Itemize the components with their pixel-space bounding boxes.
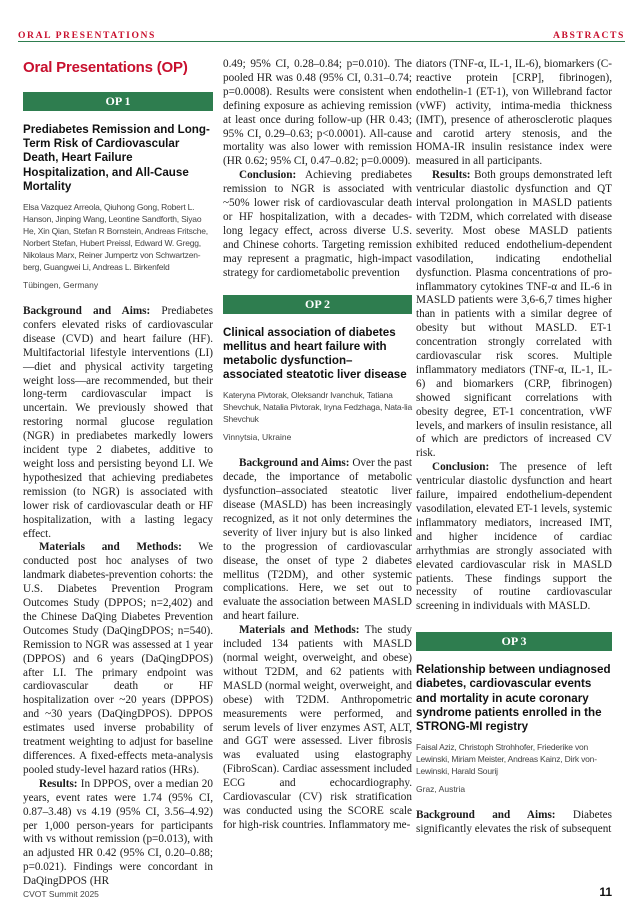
op2-background-heading: Background and Aims: xyxy=(239,457,350,470)
op1-results-text: In DPPOS, over a median 20 years, event rates were 1.74 (95% CI, 0.87–3.48) vs 4.19 (95% CI, 3.56–4.92) per 1,000 person-years for participants with vs without remission (p=0.013), with an adjusted HR 0.42 (95% CI, 0.20–0.88; p=0.021). Findings were concordant in DaQingDPOS (HR xyxy=(23,777,213,888)
op2-methods xyxy=(223,624,412,833)
op1-methods-text: We conducted post hoc analyses of two landmark diabetes-prevention cohorts: the U.S. Diabetes Prevention Program Outcomes Study (DPPOS; n=2,402) and the Chinese DaQing Diabetes Prevention Outcomes Study (DaQingDPOS; n=540). Remission to NGR was assessed at 1 year (DPPOS) and 6 years (DaQingDPOS) after LI. The primary endpoint was cardiovascular death or HF hospitalization over ~20 years (DPPOS) and ~30 years (DaQingDPOS). DPPOS estimates used inverse probability of treatment weighting to adjust for baseline differences. A fixed-effects meta-analysis pooled study-level hazard ratios (HRs). xyxy=(23,541,213,776)
op1-badge: OP 1 xyxy=(23,92,213,111)
op1-methods-heading: Materials and Methods: xyxy=(39,541,182,554)
op3-authors: Faisal Aziz, Christoph Strohhofer, Friederike von Lewinski, Miriam Meister, Andreas Kainz, Dirk von-Lewinski, Harald Sourij xyxy=(416,742,597,777)
op3-background-text: Diabetes significantly elevates the risk of subsequent xyxy=(416,809,612,836)
op3-affiliation: Graz, Austria xyxy=(416,784,466,795)
op3-badge: OP 3 xyxy=(416,632,612,651)
op2-affiliation: Vinnytsia, Ukraine xyxy=(223,432,292,443)
running-header-right: ABSTRACTS xyxy=(553,30,625,41)
op2-background-text: Over the past decade, the importance of metabolic dysfunction–associated steatotic liver disease (MASLD) has been increasingly recognized, as it not only determines the severity of liver injury but is also linked to the progression of cardiovascular disease, the onset of type 2 diabetes mellitus (T2DM), and other systemic complications. Here, we set out to evaluate the association between MASLD and heart failure. xyxy=(223,457,412,623)
op1-background-heading: Background and Aims: xyxy=(23,305,151,318)
op2-authors: Kateryna Pivtorak, Oleksandr Ivanchuk, Tatiana Shevchuk, Natalia Pivtorak, Iryna Fedzhaga, Nata-lia Shevchuk xyxy=(223,390,412,425)
op3-background xyxy=(416,809,612,837)
op2-conclusion xyxy=(416,461,612,614)
running-header xyxy=(18,25,625,41)
op2-title: Clinical association of diabetes mellitus and heart failure with metabolic dysfunction–associated steatotic liver disease xyxy=(223,325,407,382)
op1-background-text: Prediabetes confers elevated risks of cardiovascular disease (CVD) and heart failure (HF). Multifactorial lifestyle interventions (LI)—diet and physical activity targeting weight loss—are recommended, but their long-term cardiovascular impact is uncertain. We previously showed that restoring normal glucose regulation (NGR) in prediabetes markedly lowers incident type 2 diabetes, additive to weight loss and persisting beyond LI. We hypothesized that achieving prediabetes remission (to NGR) is associated with lower risk of cardiovascular death or HF hospitalization, with a lasting legacy effect. xyxy=(23,305,213,540)
op2-conclusion-text: The presence of left ventricular diastolic dysfunction and heart failure, impaired endothelium-dependent vasodilation, elevated ET-1 levels, systemic inflammatory mediators, increased IMT, and higher incidence of cardiac arrhythmias are strongly associated with elevated cardiovascular risk in MASLD patients. These findings support the necessity of routine cardiovascular screening in individuals with MASLD. xyxy=(416,461,612,613)
op1-affiliation: Tübingen, Germany xyxy=(23,280,99,291)
op1-background xyxy=(23,305,213,541)
footer-journal: CVOT Summit 2025 xyxy=(23,889,99,899)
op2-results-heading: Results: xyxy=(432,169,471,182)
op3-background-heading: Background and Aims: xyxy=(416,809,556,822)
op1-results xyxy=(23,778,213,889)
column-2 xyxy=(223,58,412,833)
page-number: 11 xyxy=(599,885,612,899)
column-3 xyxy=(416,58,612,837)
column-1 xyxy=(23,58,213,889)
op1-authors: Elsa Vazquez Arreola, Qiuhong Gong, Robert L. Hanson, Jinping Wang, Leontine Sandforth, Siyao He, Xin Qian, Stefan R Bornstein, Andreas Fritsche, Norbert Stefan, Hubert Preissl, Edward W. Gregg, Nikolaus Marx, Reiner Jumpertz von Schwartzen-berg, Guangwei Li, Andreas L. Birkenfeld xyxy=(23,202,208,273)
op2-results-text: Both groups demonstrated left ventricular diastolic dysfunction and QT interval prolongation in MASLD patients with T2DM, which correlated with disease severity. Most obese MASLD patients exhibited reduced endothelium-dependent vasodilation, indicating endothelial dysfunction. Plasma concentrations of pro-inflammatory cytokines TNF-α and IL-6 in MASLD patients were 3,6-6,7 times higher than in patients with a similar degree of obesity but without MASLD. ET-1 concentration strongly correlated with cardiovascular risk scores. Multiple inflammatory mediators (TNF-α, IL-1, IL-6) and biomarkers (CRP, fibrinogen) showed significant correlations with obesity degree, ET-1 concentration, vWF levels, and markers of insulin resistance, all of which are predictors of increased CV risk. xyxy=(416,169,612,460)
op1-results-continued: 0.49; 95% CI, 0.28–0.84; p=0.010). The pooled HR was 0.48 (95% CI, 0.31–0.74; p=0.0008). Results were consistent when defining exposure as achieving remission at least once during follow-up (HR 0.43; 95% CI, 0.29–0.63; p<0.0001). All-cause mortality was also lower with remission (HR 0.62; 95% CI, 0.47–0.82; p=0.0009). xyxy=(223,58,412,168)
running-header-left: ORAL PRESENTATIONS xyxy=(18,30,156,41)
op1-conclusion-heading: Conclusion: xyxy=(239,169,297,182)
op3-title: Relationship between undiagnosed diabetes, cardiovascular events and mortality in acute coronary syndrome patients enrolled in the STRONG-MI registry xyxy=(416,663,611,734)
op1-title: Prediabetes Remission and Long-Term Risk of Cardiovascular Death, Heart Failure Hospitalization, and All-Cause Mortality xyxy=(23,123,210,193)
op1-methods xyxy=(23,541,213,777)
section-title: Oral Presentations (OP) xyxy=(23,59,188,76)
op2-methods-text: The study included 134 patients with MASLD (normal weight, overweight, and obese) without T2DM, and 62 patients with MASLD (normal weight, overweight, and obese) with T2DM. Anthropometric measurements were performed, and serum levels of liver enzymes AST, ALT, and GGT were assessed. Liver fibrosis was evaluated using elastography (FibroScan). Cardiac assessment included ECG and echocardiography. Cardiovascular (CV) risk stratification was conducted using the SCORE scale for high-risk countries. Inflammatory me- xyxy=(223,624,412,831)
op2-badge: OP 2 xyxy=(223,295,412,314)
op2-results xyxy=(416,169,612,461)
op2-methods-continued: diators (TNF-α, IL-1, IL-6), biomarkers (C-reactive protein [CRP], fibrinogen), endothelin-1 (ET-1), von Willebrand factor (vWF) activity, intima-media thickness (IMT), presence of atherosclerotic plaques and carotid artery stenosis, and the HOMA-IR insulin resistance index were measured in all participants. xyxy=(416,58,612,168)
op1-conclusion xyxy=(223,169,412,280)
op2-background xyxy=(223,457,412,624)
op2-methods-heading: Materials and Methods: xyxy=(239,624,360,637)
op2-conclusion-heading: Conclusion: xyxy=(432,461,490,474)
header-rule xyxy=(18,41,625,42)
op1-results-heading: Results: xyxy=(39,777,78,790)
op1-conclusion-text: Achieving prediabetes remission to NGR is associated with ~50% lower risk of cardiovascular death or HF hospitalization, with a decades-long legacy effect, across diverse U.S. and Chinese cohorts. Targeting remission may represent a pragmatic, high-impact strategy for cardiometabolic prevention xyxy=(223,169,412,279)
